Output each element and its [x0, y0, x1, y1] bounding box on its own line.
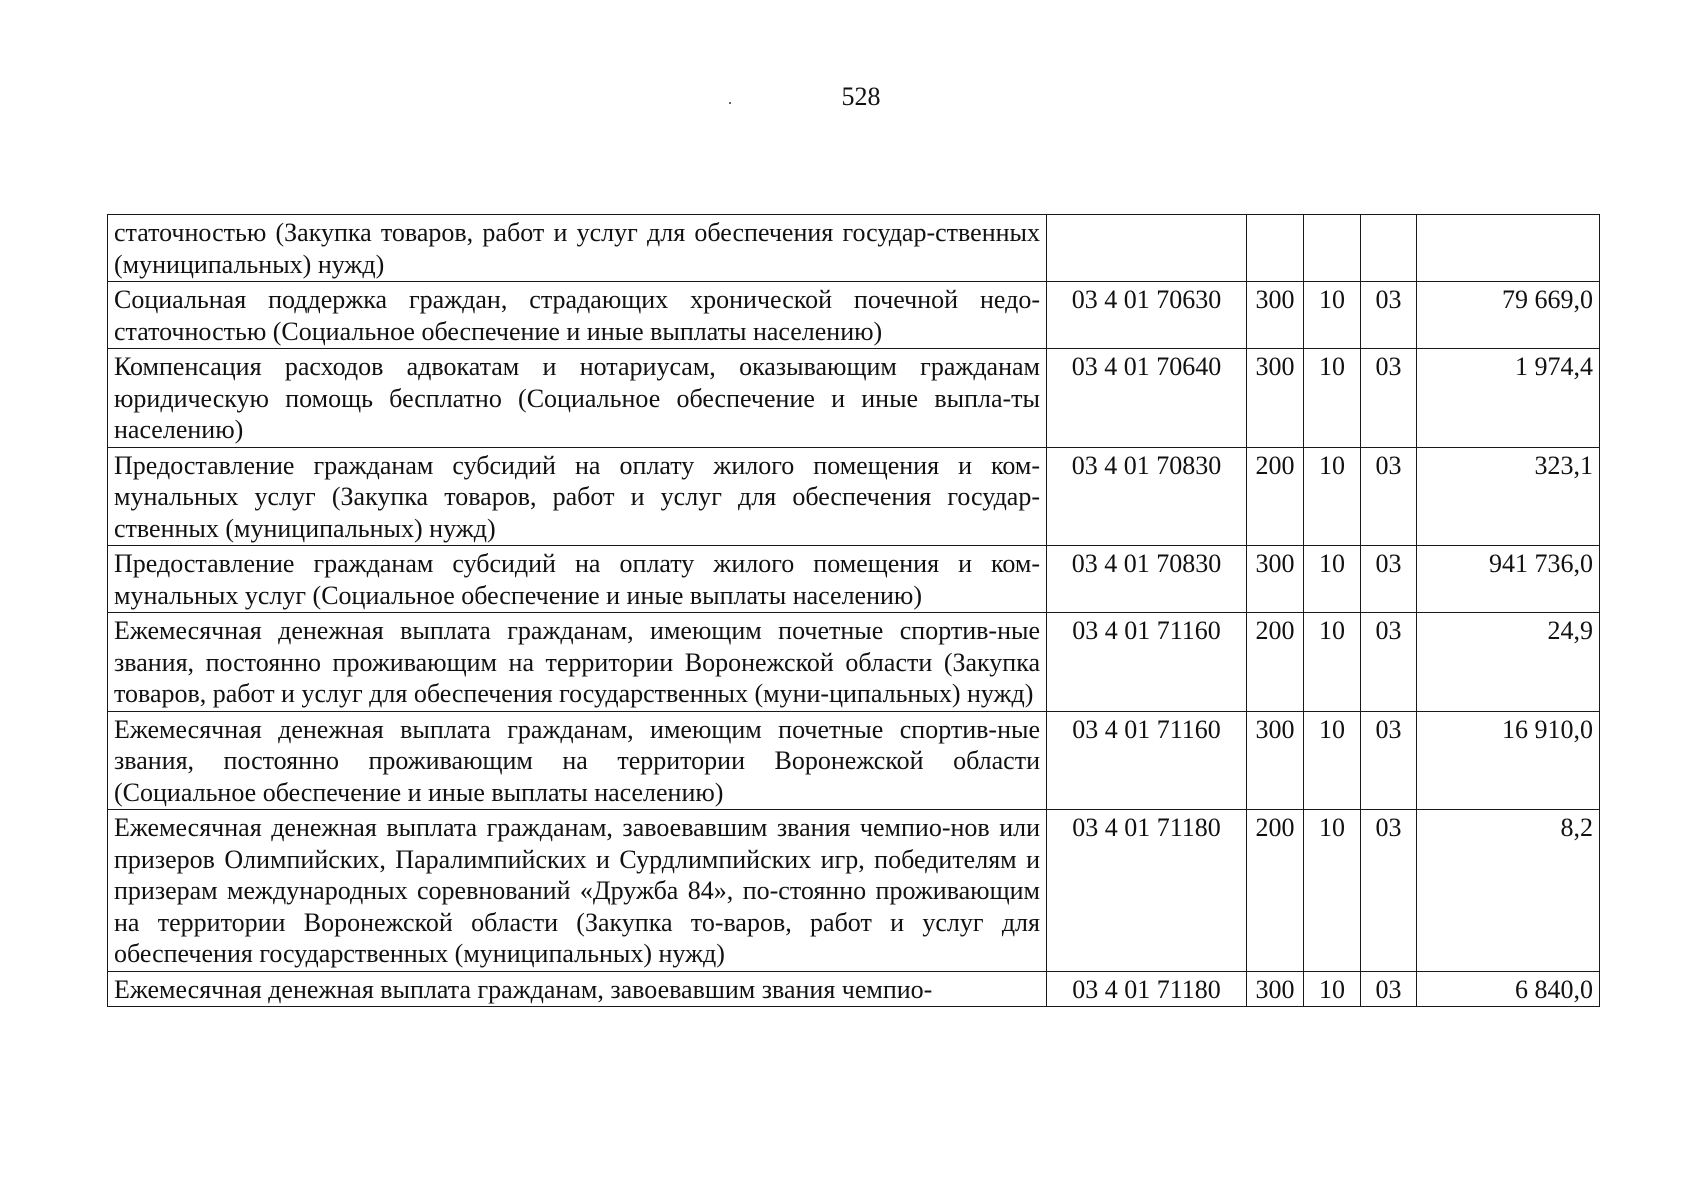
row-description: Ежемесячная денежная выплата гражданам, завоевавшим звания чемпио-: [108, 971, 1047, 1007]
expense-type-code: 200: [1247, 447, 1304, 546]
row-description: Предоставление гражданам субсидий на оплату жилого помещения и ком-мунальных услуг (Закупка товаров, работ и услуг для обеспечения государ-ственных (муниципальных) нужд): [108, 447, 1047, 546]
target-article-code: 03 4 01 70640: [1047, 349, 1247, 448]
page-number: 528: [841, 82, 881, 111]
amount: 6 840,0: [1417, 971, 1600, 1007]
expense-type-code: 200: [1247, 810, 1304, 972]
subsection-code: 03: [1361, 711, 1417, 810]
row-description: статочностью (Закупка товаров, работ и услуг для обеспечения государ-ственных (муниципальных) нужд): [108, 215, 1047, 282]
expense-type-code: 300: [1247, 971, 1304, 1007]
budget-table: [107, 214, 1600, 1007]
amount: 16 910,0: [1417, 711, 1600, 810]
subsection-code: 03: [1361, 613, 1417, 712]
target-article-code: 03 4 01 70830: [1047, 546, 1247, 613]
amount: 24,9: [1417, 613, 1600, 712]
amount: 79 669,0: [1417, 282, 1600, 349]
section-code: 10: [1304, 282, 1361, 349]
table-row: [108, 810, 1600, 972]
subsection-code: 03: [1361, 546, 1417, 613]
subsection-code: 03: [1361, 349, 1417, 448]
row-description: Ежемесячная денежная выплата гражданам, имеющим почетные спортив-ные звания, постоянно проживающим на территории Воронежской области (Социальное обеспечение и иные выплаты населению): [108, 711, 1047, 810]
amount: 941 736,0: [1417, 546, 1600, 613]
expense-type-code: 300: [1247, 711, 1304, 810]
target-article-code: 03 4 01 71160: [1047, 711, 1247, 810]
amount: 323,1: [1417, 447, 1600, 546]
amount: 1 974,4: [1417, 349, 1600, 448]
section-code: 10: [1304, 613, 1361, 712]
section-code: 10: [1304, 810, 1361, 972]
amount: [1417, 215, 1600, 282]
table-row: [108, 447, 1600, 546]
target-article-code: 03 4 01 71180: [1047, 971, 1247, 1007]
target-article-code: 03 4 01 70630: [1047, 282, 1247, 349]
row-description: Ежемесячная денежная выплата гражданам, завоевавшим звания чемпио-нов или призеров Олимпийских, Паралимпийских и Сурдлимпийских игр, победителям и призерам международных соревнований «Дружба 84», по-стоянно проживающим на территории Воронежской области (Закупка то-варов, работ и услуг для обеспечения государственных (муниципальных) нужд): [108, 810, 1047, 972]
section-code: 10: [1304, 971, 1361, 1007]
section-code: 10: [1304, 349, 1361, 448]
budget-table-body: [108, 215, 1600, 1007]
target-article-code: [1047, 215, 1247, 282]
section-code: 10: [1304, 546, 1361, 613]
row-description: Компенсация расходов адвокатам и нотариусам, оказывающим гражданам юридическую помощь бесплатно (Социальное обеспечение и иные выпла-ты населению): [108, 349, 1047, 448]
table-row: [108, 349, 1600, 448]
row-description: Предоставление гражданам субсидий на оплату жилого помещения и ком-мунальных услуг (Социальное обеспечение и иные выплаты населению): [108, 546, 1047, 613]
table-row: [108, 971, 1600, 1007]
section-code: 10: [1304, 447, 1361, 546]
target-article-code: 03 4 01 71160: [1047, 613, 1247, 712]
table-row: [108, 613, 1600, 712]
table-row: [108, 546, 1600, 613]
table-row: [108, 711, 1600, 810]
section-code: 10: [1304, 711, 1361, 810]
scan-speck: [729, 102, 731, 104]
subsection-code: [1361, 215, 1417, 282]
target-article-code: 03 4 01 70830: [1047, 447, 1247, 546]
expense-type-code: 300: [1247, 282, 1304, 349]
subsection-code: 03: [1361, 282, 1417, 349]
expense-type-code: [1247, 215, 1304, 282]
row-description: Социальная поддержка граждан, страдающих хронической почечной недо-статочностью (Социальное обеспечение и иные выплаты населению): [108, 282, 1047, 349]
expense-type-code: 200: [1247, 613, 1304, 712]
target-article-code: 03 4 01 71180: [1047, 810, 1247, 972]
subsection-code: 03: [1361, 971, 1417, 1007]
table-row: [108, 282, 1600, 349]
subsection-code: 03: [1361, 810, 1417, 972]
section-code: [1304, 215, 1361, 282]
amount: 8,2: [1417, 810, 1600, 972]
row-description: Ежемесячная денежная выплата гражданам, имеющим почетные спортив-ные звания, постоянно проживающим на территории Воронежской области (Закупка товаров, работ и услуг для обеспечения государственных (муни-ципальных) нужд): [108, 613, 1047, 712]
expense-type-code: 300: [1247, 546, 1304, 613]
table-row: [108, 215, 1600, 282]
expense-type-code: 300: [1247, 349, 1304, 448]
subsection-code: 03: [1361, 447, 1417, 546]
